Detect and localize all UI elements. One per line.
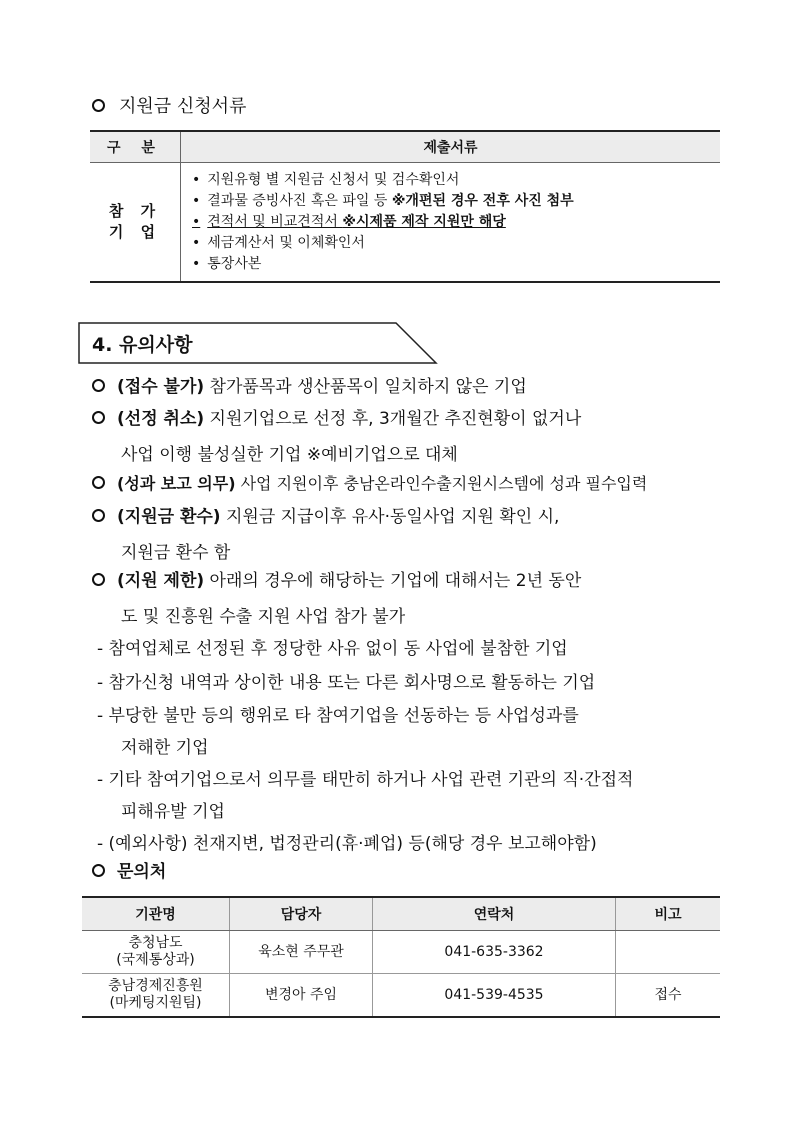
table-header-phone: 연락처 [373,897,616,931]
circle-bullet-icon [92,509,105,522]
note-label: (성과 보고 의무) [117,474,236,493]
list-item [192,254,719,275]
circle-bullet-icon [92,573,105,586]
contacts-table [82,896,720,1018]
org-name: 충청남도 [128,935,183,951]
sub-item: - 기타 참여기업으로서 의무를 태만히 하거나 사업 관련 기관의 직·간접적 [97,770,634,790]
list-item-emphasis: ※개편된 경우 전후 사진 첨부 [391,193,574,209]
table-header-row [82,897,720,931]
table-header-category: 구 분 [90,131,181,163]
note-continuation: 지원금 환수 함 [121,543,231,563]
sub-item: - 부당한 불만 등의 행위로 타 참여기업을 선동하는 등 사업성과를 [97,706,579,726]
section-heading-docs [92,92,246,118]
list-item-emphasis: ※시제품 제작 지원만 해당 [342,214,506,230]
table-header-note: 비고 [616,897,721,931]
list-item-text: 통장사본 [207,256,262,272]
documents-list [182,164,719,280]
section-title: 문의처 [117,862,167,882]
list-item-text: 세금계산서 및 이체확인서 [207,235,365,251]
documents-cell [181,163,721,283]
note-item [92,473,647,495]
section-heading-contact [92,861,166,883]
phone-cell: 041-635-3362 [373,931,616,974]
person-cell: 육소현 주무관 [230,931,373,974]
note-label: (지원 제한) [117,571,205,591]
person-cell: 변경아 주임 [230,974,373,1018]
note-item [92,408,581,430]
org-department: (마케팅지원팀) [109,995,202,1011]
note-cell [616,931,721,974]
note-item [92,570,581,592]
list-item-text: 지원유형 별 지원금 신청서 및 검수확인서 [207,172,460,188]
circle-bullet-icon [92,476,105,489]
sub-item: - 참가신청 내역과 상이한 내용 또는 다른 회사명으로 활동하는 기업 [97,673,596,693]
table-row [82,931,720,974]
note-label: (지원금 환수) [117,507,221,527]
category-cell [90,163,181,283]
note-cell: 접수 [616,974,721,1018]
list-item [192,170,719,191]
circle-bullet-icon [92,411,105,424]
section-title: 4. 유의사항 [92,334,193,356]
note-text: 지원기업으로 선정 후, 3개월간 추진현황이 없거나 [204,409,582,429]
note-label: (접수 불가) [117,377,205,397]
note-continuation: 도 및 진흥원 수출 지원 사업 참가 불가 [121,607,406,627]
category-line: 참 가 [108,202,162,220]
note-text: 참가품목과 생산품목이 일치하지 않은 기업 [204,377,527,397]
circle-bullet-icon [92,379,105,392]
note-label: (선정 취소) [117,409,205,429]
section-title: 지원금 신청서류 [119,96,247,117]
list-item-text: 결과물 증빙사진 혹은 파일 등 [207,193,392,209]
table-header-row [90,131,720,163]
note-item [92,506,559,528]
note-text: 사업 지원이후 충남온라인수출지원시스템에 성과 필수입력 [235,474,648,493]
list-item-text: 견적서 및 비교견적서 [207,214,343,230]
circle-bullet-icon [92,864,105,877]
list-item [192,212,719,233]
list-item [192,191,719,212]
note-item [92,376,527,398]
table-header-person: 담당자 [230,897,373,931]
sub-item-continuation: 피해유발 기업 [121,802,225,822]
org-department: (국제통상과) [116,952,195,968]
org-cell [82,974,230,1018]
note-text: 지원금 지급이후 유사·동일사업 지원 확인 시, [220,507,560,527]
table-header-documents: 제출서류 [181,131,721,163]
table-row [90,163,720,283]
list-item [192,233,719,254]
documents-table [90,130,720,283]
table-row [82,974,720,1018]
org-cell [82,931,230,974]
note-continuation: 사업 이행 불성실한 기업 ※예비기업으로 대체 [121,445,458,465]
org-name: 충남경제진흥원 [108,978,203,994]
sub-item: - (예외사항) 천재지변, 법정관리(휴·폐업) 등(해당 경우 보고해야함) [97,834,597,854]
circle-bullet-icon [92,99,105,112]
note-text: 아래의 경우에 해당하는 기업에 대해서는 2년 동안 [204,571,582,591]
phone-cell: 041-539-4535 [373,974,616,1018]
category-line: 기 업 [108,223,162,241]
sub-item: - 참여업체로 선정된 후 정당한 사유 없이 동 사업에 불참한 기업 [97,639,568,659]
table-header-org: 기관명 [82,897,230,931]
sub-item-continuation: 저해한 기업 [121,738,209,758]
